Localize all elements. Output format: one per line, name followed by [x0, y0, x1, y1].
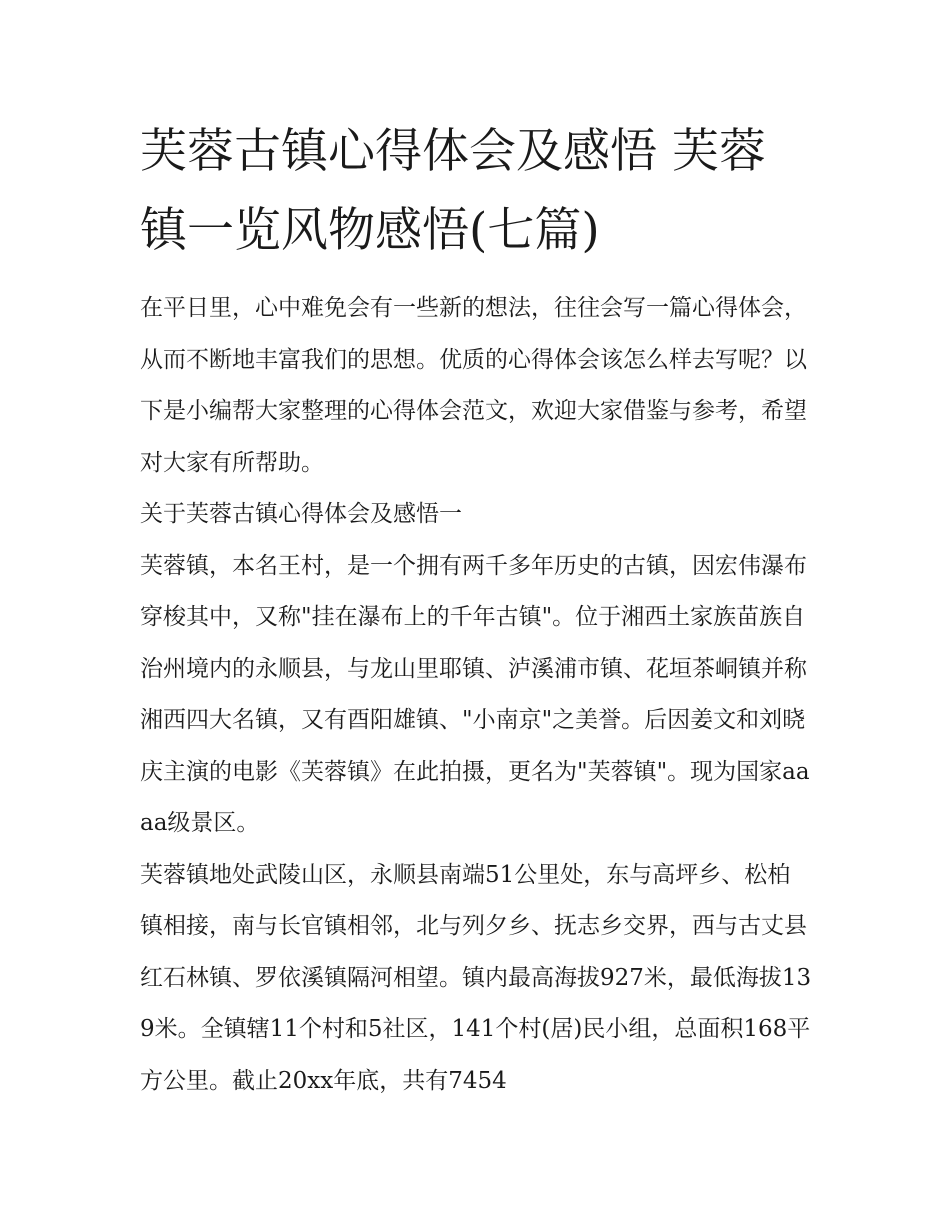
document-page	[140, 112, 812, 1107]
intro-paragraph: 在平日里，心中难免会有一些新的想法，往往会写一篇心得体会，从而不断地丰富我们的思想。优质的心得体会该怎么样去写呢？以下是小编帮大家整理的心得体会范文，欢迎大家借鉴与参考，希望对大家有所帮助。	[140, 295, 807, 476]
document-title: 芙蓉古镇心得体会及感悟 芙蓉镇一览风物感悟(七篇)	[140, 124, 766, 258]
section-heading: 关于芙蓉古镇心得体会及感悟一	[140, 501, 462, 527]
body-paragraph: 芙蓉镇地处武陵山区，永顺县南端51公里处，东与高坪乡、松柏镇相接，南与长官镇相邻，北与列夕乡、抚志乡交界，西与古丈县红石林镇、罗依溪镇隔河相望。镇内最高海拔927米，最低海拔139米。全镇辖11个村和5社区，141个村(居)民小组，总面积168平方公里。截止20xx年底，共有7454	[140, 861, 812, 1094]
body-paragraph: 芙蓉镇，本名王村，是一个拥有两千多年历史的古镇，因宏伟瀑布穿梭其中，又称"挂在瀑布上的千年古镇"。位于湘西土家族苗族自治州境内的永顺县，与龙山里耶镇、泸溪浦市镇、花垣茶峒镇并称湘西四大名镇，又有酉阳雄镇、"小南京"之美誉。后因姜文和刘晓庆主演的电影《芙蓉镇》在此拍摄，更名为"芙蓉镇"。现为国家aaaa级景区。	[140, 552, 810, 836]
